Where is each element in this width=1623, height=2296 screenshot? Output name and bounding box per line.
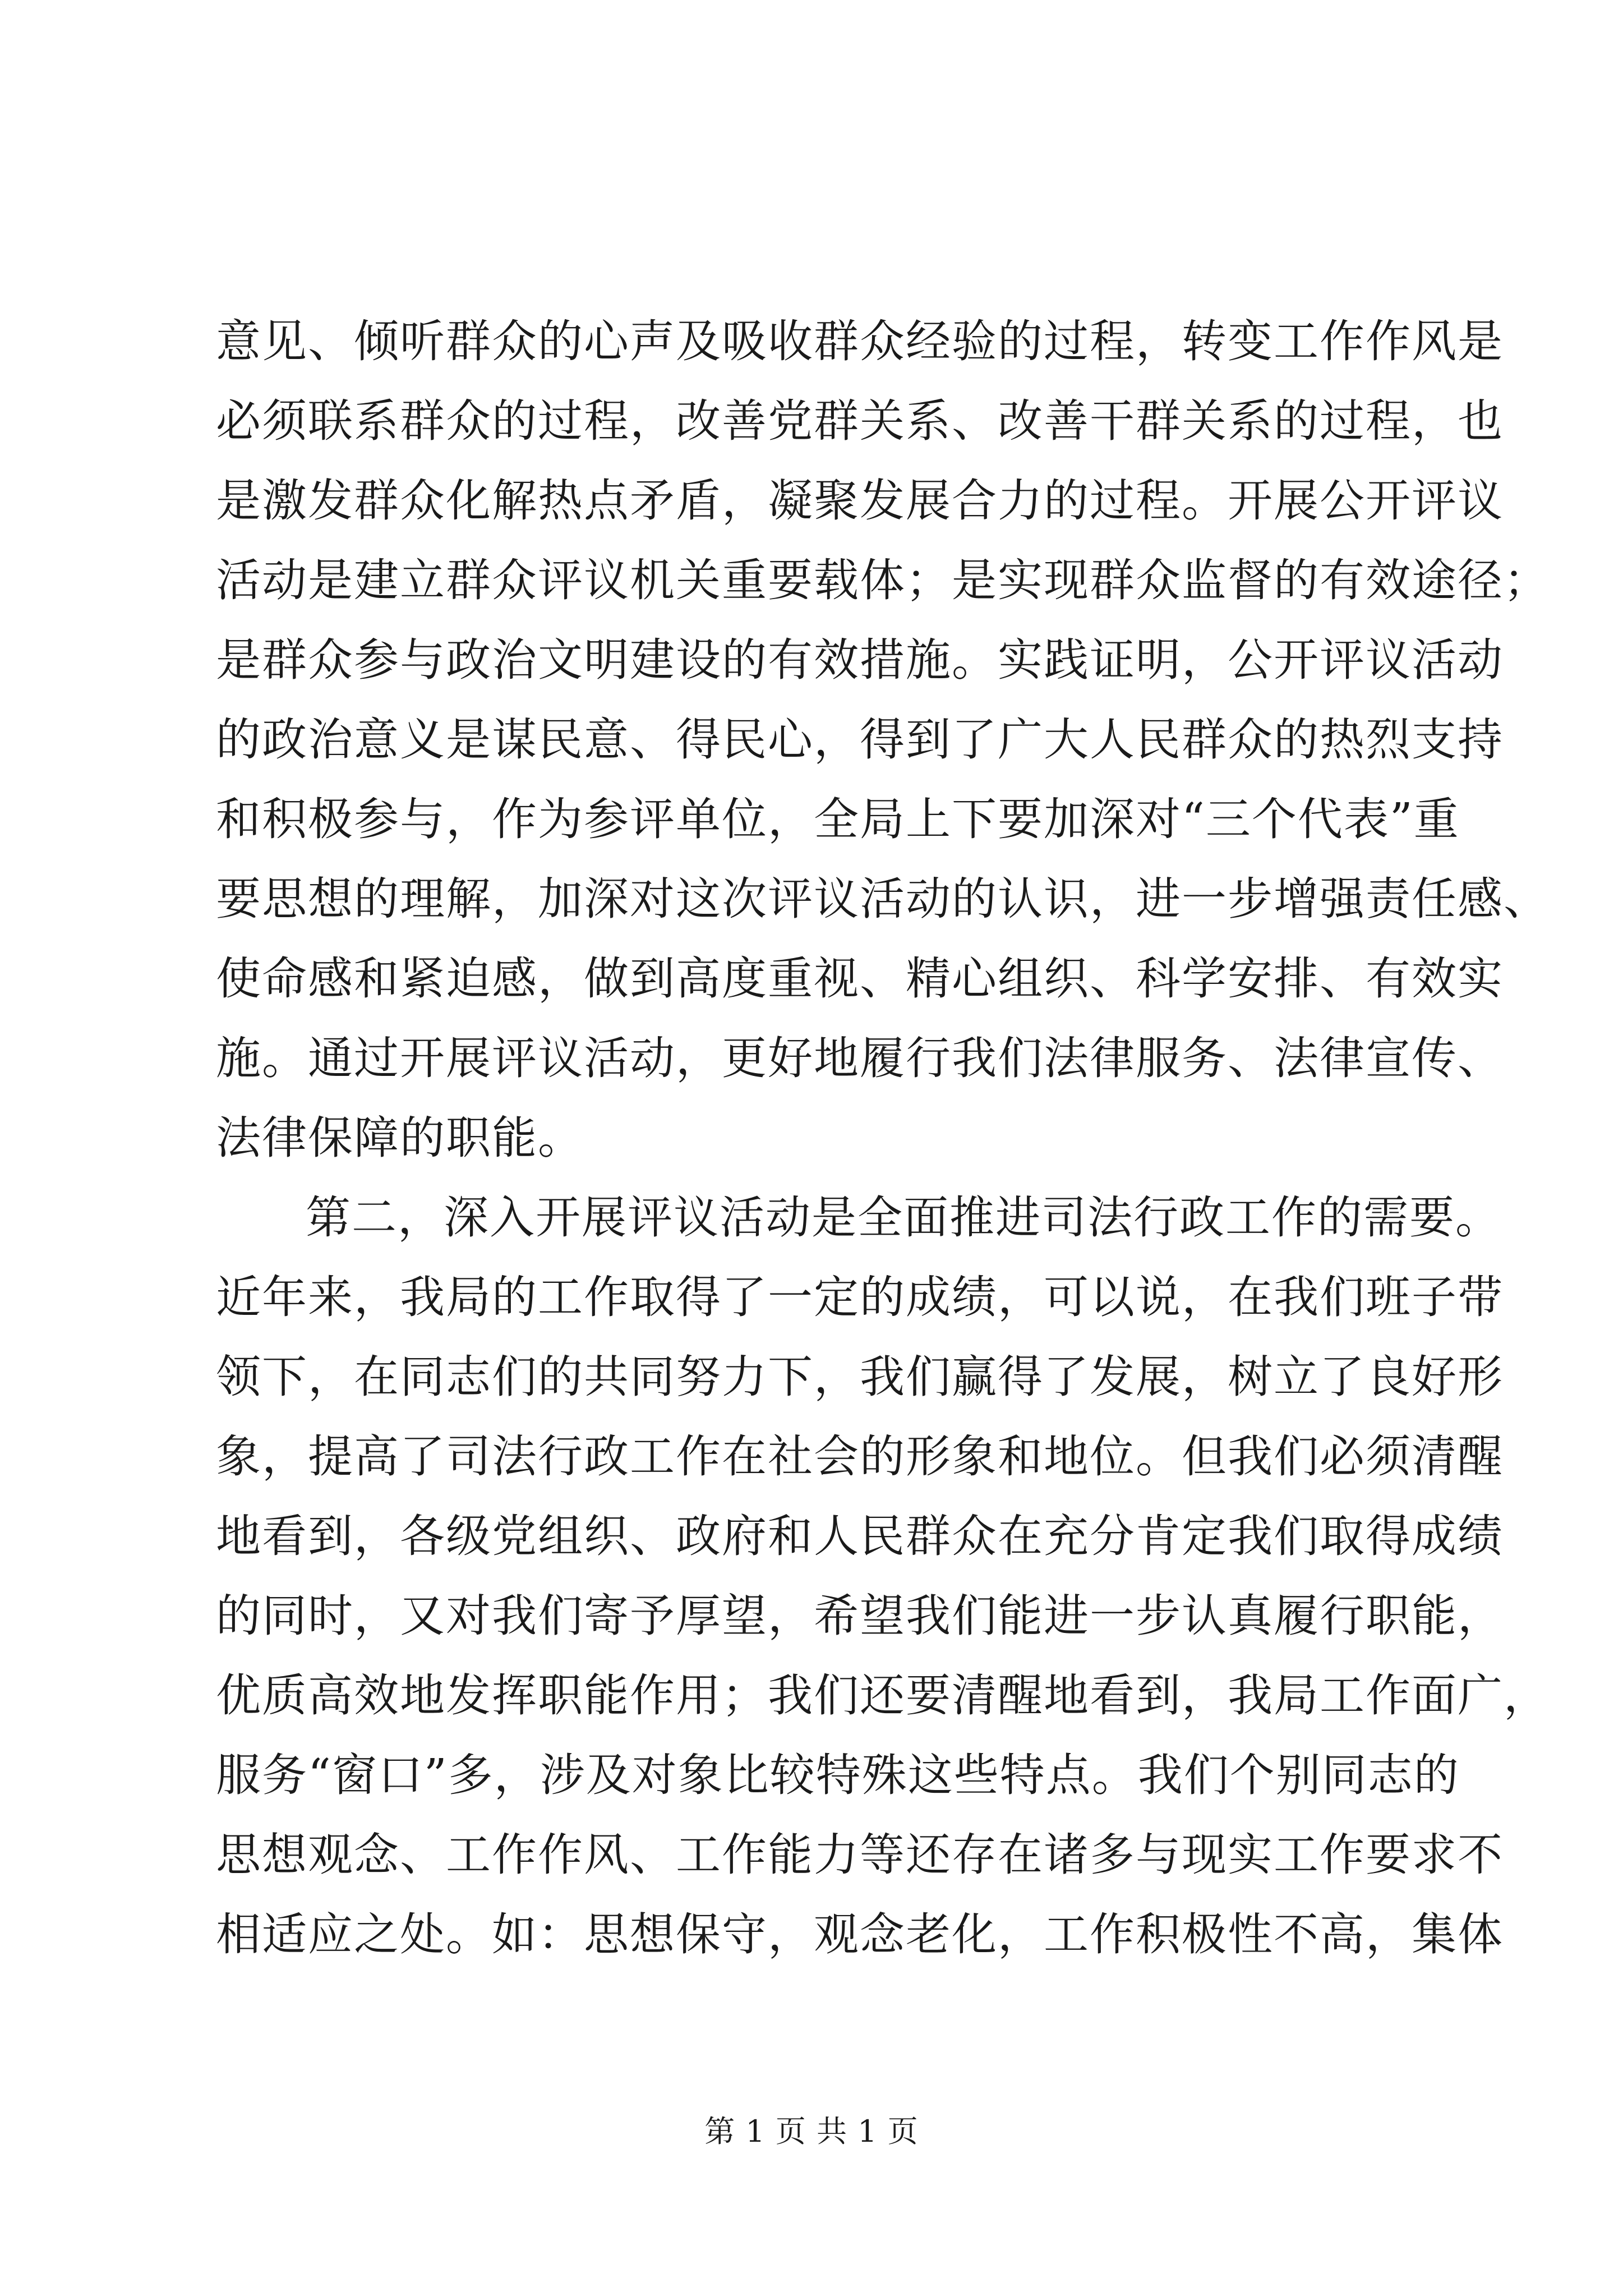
text-line: 是激发群众化解热点矛盾，凝聚发展合力的过程。开展公开评议	[216, 475, 1504, 527]
paragraph-start-line: 第二，深入开展评议活动是全面推进司法行政工作的需要。	[306, 1191, 1501, 1244]
text-line: 使命感和紧迫感，做到高度重视、精心组织、科学安排、有效实	[216, 953, 1504, 1005]
text-line: 是群众参与政治文明建设的有效措施。实践证明，公开评议活动	[216, 634, 1504, 686]
text-line: 近年来，我局的工作取得了一定的成绩，可以说，在我们班子带	[216, 1271, 1504, 1323]
text-line: 意见、倾听群众的心声及吸收群众经验的过程，转变工作作风是	[216, 315, 1504, 367]
text-line: 法律保障的职能。	[216, 1112, 584, 1164]
text-line: 优质高效地发挥职能作用；我们还要清醒地看到，我局工作面广，	[216, 1669, 1550, 1722]
text-line: 服务“窗口”多，涉及对象比较特殊这些特点。我们个别同志的	[216, 1749, 1460, 1801]
text-line: 的同时，又对我们寄予厚望，希望我们能进一步认真履行职能，	[216, 1590, 1504, 1642]
text-line: 地看到，各级党组织、政府和人民群众在充分肯定我们取得成绩	[216, 1510, 1504, 1562]
text-line: 的政治意义是谋民意、得民心，得到了广大人民群众的热烈支持	[216, 714, 1504, 766]
text-line: 施。通过开展评议活动，更好地履行我们法律服务、法律宣传、	[216, 1032, 1504, 1084]
text-line: 活动是建立群众评议机关重要载体；是实现群众监督的有效途径；	[216, 554, 1550, 606]
text-line: 要思想的理解，加深对这次评议活动的认识，进一步增强责任感、	[216, 873, 1550, 925]
text-line: 相适应之处。如：思想保守，观念老化，工作积极性不高，集体	[216, 1908, 1504, 1961]
page-number: 第 1 页 共 1 页	[704, 2114, 919, 2149]
text-line: 必须联系群众的过程，改善党群关系、改善干群关系的过程，也	[216, 395, 1504, 447]
document-body	[216, 302, 1550, 1975]
text-line: 领下，在同志们的共同努力下，我们赢得了发展，树立了良好形	[216, 1351, 1504, 1403]
page-footer	[0, 2109, 1623, 2154]
text-line: 和积极参与，作为参评单位，全局上下要加深对“三个代表”重	[216, 793, 1460, 845]
text-line: 思想观念、工作作风、工作能力等还存在诸多与现实工作要求不	[216, 1829, 1504, 1881]
text-line: 象，提高了司法行政工作在社会的形象和地位。但我们必须清醒	[216, 1430, 1504, 1483]
